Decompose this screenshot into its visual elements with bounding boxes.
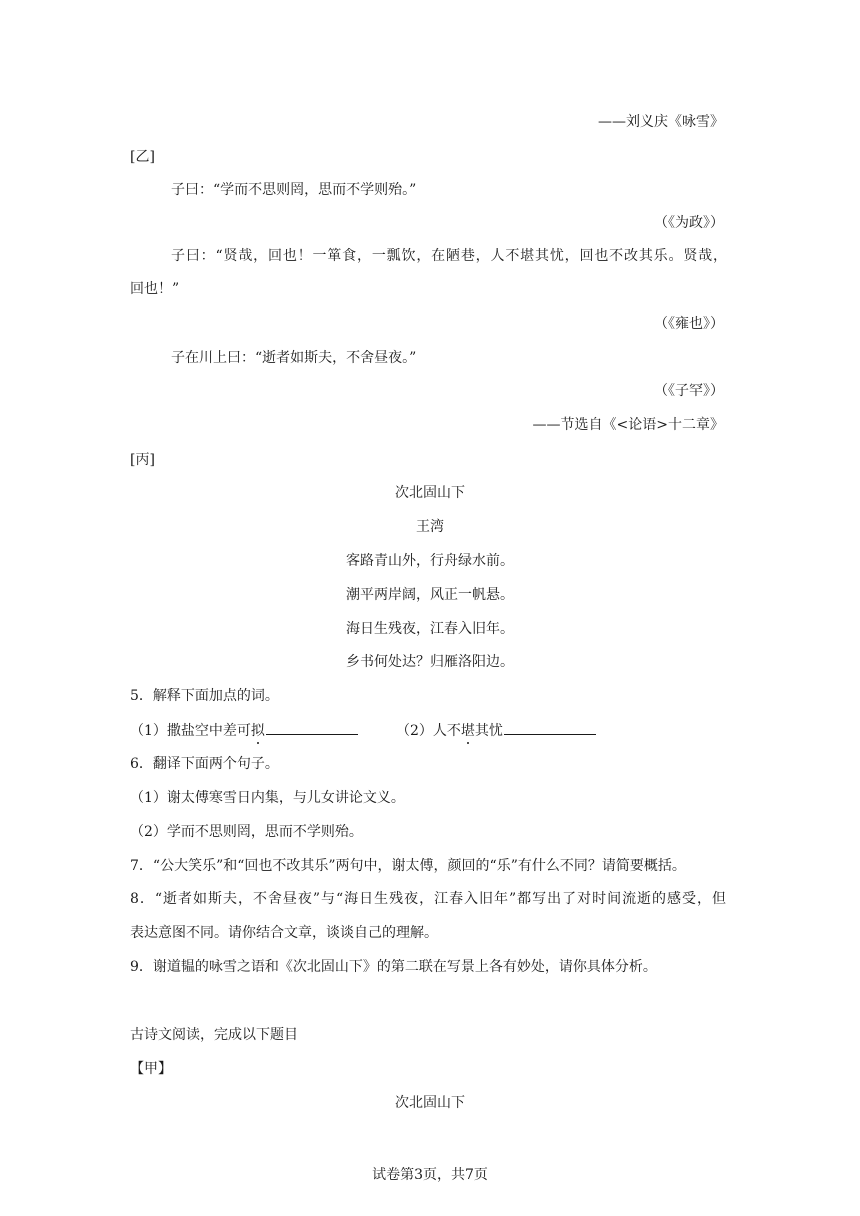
- question-7: 7．“公大笑乐”和“回也不改其乐”两句中，谢太傅，颜回的“乐”有什么不同？请简要概括。: [130, 858, 686, 874]
- analects-weizheng: 子曰：“学而不思则罔，思而不学则殆。”: [171, 182, 417, 198]
- analects-attribution: ——节选自《<论语>十二章》: [532, 417, 724, 433]
- source-zihan: （《子罕》）: [654, 383, 724, 399]
- question-5-2-text-end: 其忧: [474, 723, 503, 739]
- yongxue-attribution: ——刘义庆《咏雪》: [598, 114, 724, 130]
- reading-intro: 古诗文阅读，完成以下题目: [130, 1027, 298, 1043]
- question-6: 6．翻译下面两个句子。: [130, 756, 279, 772]
- poem-line: 海日生残夜，江春入旧年。: [346, 621, 514, 637]
- dotted-word: 堪: [460, 723, 475, 739]
- question-5-1-text: （1）撒盐空中差可: [130, 723, 251, 739]
- analects-zihan: 子在川上曰：“逝者如斯夫，不舍昼夜。”: [171, 350, 417, 366]
- section-bing-label: [丙]: [130, 452, 155, 468]
- source-yongye: （《雍也》）: [654, 316, 724, 332]
- analects-yongye-line1: 子曰：“贤哉，回也！一箪食，一瓢饮，在陋巷，人不堪其忧，回也不改其乐。贤哉，: [171, 248, 727, 264]
- question-9: 9．谢道韫的咏雪之语和《次北固山下》的第二联在写景上各有妙处，请你具体分析。: [130, 959, 657, 975]
- section-yi-label: [乙]: [130, 149, 155, 165]
- page-footer: 试卷第3页，共7页: [372, 1167, 488, 1183]
- dotted-word: 拟: [250, 723, 265, 739]
- question-6-2: （2）学而不思则罔，思而不学则殆。: [130, 824, 363, 840]
- question-5: 5．解释下面加点的词。: [130, 688, 279, 704]
- poem-line: 潮平两岸阔，风正一帆悬。: [346, 587, 514, 603]
- section-jia-label: 【甲】: [130, 1061, 172, 1077]
- question-8-line2: 表达意图不同。请你结合文章，谈谈自己的理解。: [130, 925, 438, 941]
- answer-blank[interactable]: [266, 720, 358, 735]
- question-5-2-text: （2）人不: [396, 723, 461, 739]
- next-poem-title: 次北固山下: [395, 1095, 465, 1111]
- poem-line: 乡书何处达？归雁洛阳边。: [346, 654, 514, 670]
- poem-line: 客路青山外，行舟绿水前。: [346, 553, 514, 569]
- source-weizheng: （《为政》）: [654, 215, 724, 231]
- answer-blank[interactable]: [504, 720, 596, 735]
- question-5-1: [130, 720, 358, 741]
- poem-author: 王湾: [416, 519, 444, 535]
- question-8-line1: 8．“逝者如斯夫，不舍昼夜”与“海日生残夜，江春入旧年”都写出了对时间流逝的感受，但: [130, 891, 726, 907]
- question-5-2: [396, 720, 596, 741]
- analects-yongye-line2: 回也！”: [130, 281, 180, 297]
- question-6-1: （1）谢太傅寒雪日内集，与儿女讲论文义。: [130, 790, 405, 806]
- poem-title: 次北固山下: [395, 485, 465, 501]
